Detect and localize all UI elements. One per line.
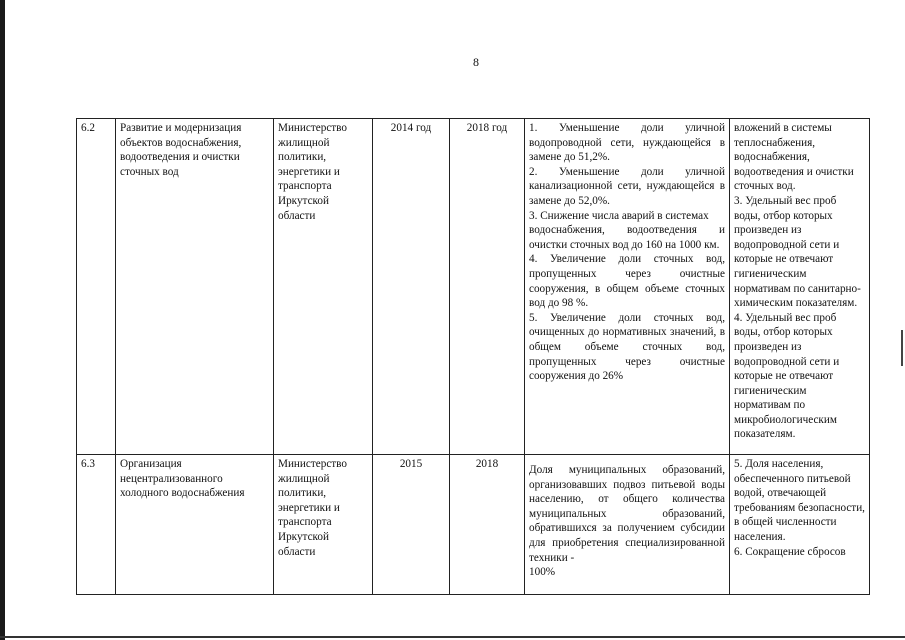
page-number: 8 [473, 55, 479, 69]
result-item: Доля муниципальных образований, организовавших подвоз питьевой воды населению, от общего количества муниципальных образований, обратившихся за получением субсидии для приобретения специализированной техники - [529, 464, 725, 564]
indicator-item: 6. Сокращение сбросов [734, 545, 846, 558]
target-indicators [730, 119, 870, 455]
result-item: 4. Увеличение доли сточных вод, пропущенных через очистные сооружения, в общем объеме сточных вод до 98 %. [529, 253, 725, 310]
result-item: 100% [529, 566, 556, 579]
expected-results [525, 455, 730, 595]
result-item: 5. Увеличение доли сточных вод, очищенных до нормативных значений, в общем объеме сточных вод, пропущенных через очистные сооружения до 26% [529, 311, 725, 383]
target-indicators [730, 455, 870, 595]
indicator-item: 5. Доля населения, обеспеченного питьевой водой, отвечающей требованиям безопасности, в общей численности населения. [734, 458, 865, 543]
scan-bottom-edge [0, 636, 905, 638]
end-year: 2018 год [450, 119, 525, 455]
result-item: водоснабжения, водоотведения и очистки сточных вод до 160 на 1000 км. [529, 224, 725, 251]
start-year: 2014 год [373, 119, 450, 455]
indicator-item: 4. Удельный вес проб воды, отбор которых произведен из водопроводной сети и которые не отвечают гигиеническим нормативам по микробиологическим показателям. [734, 311, 840, 441]
indicator-item: 3. Удельный вес проб воды, отбор которых произведен из водопроводной сети и которые не отвечают гигиеническим нормативам по санитарно-химическим показателям. [734, 194, 861, 310]
executor: Министерство жилищной политики, энергетики и транспорта Иркутской области [274, 119, 373, 455]
program-table [76, 118, 870, 595]
scan-right-mark [901, 330, 903, 366]
result-item: 1. Уменьшение доли уличной водопроводной сети, нуждающейся в замене до 51,2%. [529, 122, 725, 164]
result-item: 2. Уменьшение доли уличной канализационной сети, нуждающейся в замене до 52,0%. [529, 165, 725, 207]
expected-results [525, 119, 730, 455]
row-number: 6.3 [77, 455, 116, 595]
start-year: 2015 [373, 455, 450, 595]
indicator-item: вложений в системы теплоснабжения, водоснабжения, водоотведения и очистки сточных вод. [734, 122, 854, 193]
activity-name: Организация нецентрализованного холодного водоснабжения [116, 455, 274, 595]
scan-left-edge [0, 0, 5, 640]
executor: Министерство жилищной политики, энергетики и транспорта Иркутской области [274, 455, 373, 595]
table-row [77, 119, 870, 455]
end-year: 2018 [450, 455, 525, 595]
row-number: 6.2 [77, 119, 116, 455]
result-item: 3. Снижение числа аварий в системах [529, 209, 709, 222]
activity-name: Развитие и модернизация объектов водоснабжения, водоотведения и очистки сточных вод [116, 119, 274, 455]
table-row [77, 455, 870, 595]
